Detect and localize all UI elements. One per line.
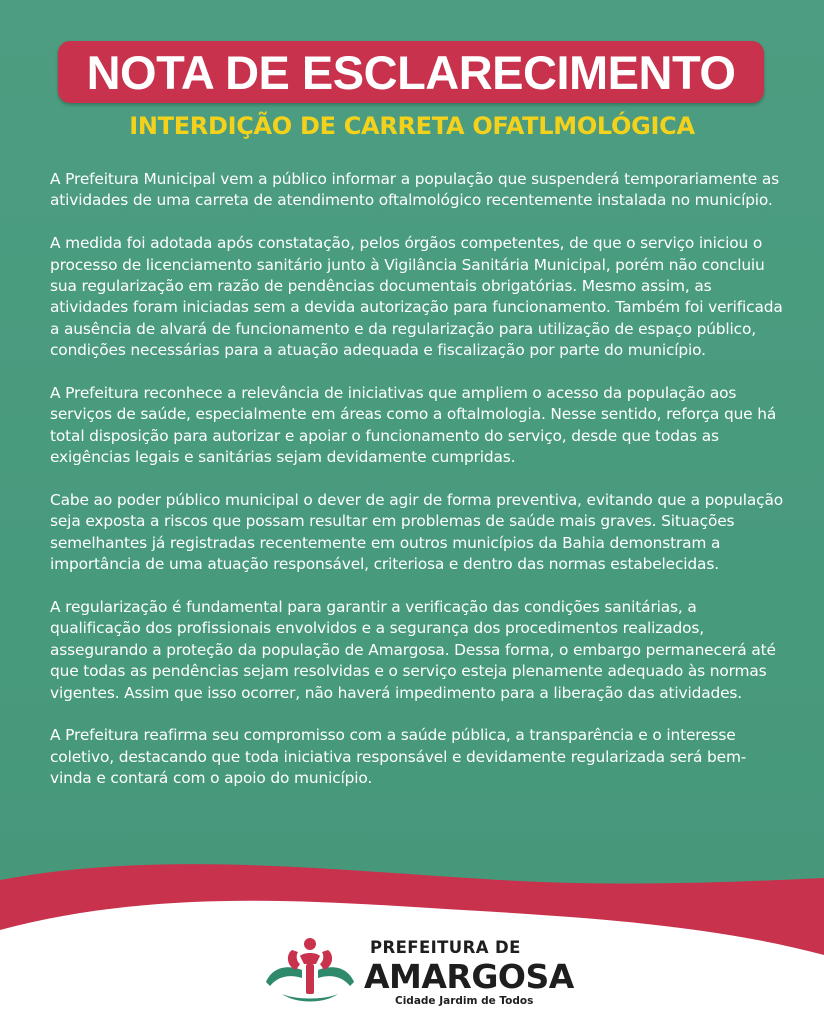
paragraph-5: A regularização é fundamental para garantir a verificação das condições sanitárias, a qualificação dos profissionais envolvidos e a segurança dos procedimentos realizados, assegurando a proteção da população de Amargosa. Dessa forma, o embargo permanecerá até que todas as pendências sejam resolvidas e o serviço esteja plenamente adequado às normas vigentes. Assim que isso ocorrer, não haverá impedimento para a liberação das atividades. bbox=[50, 598, 776, 702]
page-subtitle: INTERDIÇÃO DE CARRETA OFATLMOLÓGICA bbox=[129, 112, 695, 140]
title-banner bbox=[58, 41, 764, 103]
paragraph-6: A Prefeitura reafirma seu compromisso com a saúde pública, a transparência e o interesse coletivo, destacando que toda iniciativa responsável e devidamente regularizada será bem-vinda e contará com o apoio do município. bbox=[50, 726, 747, 788]
logo-amargosa-label: AMARGOSA bbox=[364, 957, 574, 996]
page-title: NOTA DE ESCLARECIMENTO bbox=[86, 45, 736, 99]
logo-tagline: Cidade Jardim de Todos bbox=[395, 995, 534, 1007]
paragraph-1: A Prefeitura Municipal vem a público informar a população que suspenderá temporariamente as atividades de uma carreta de atendimento oftalmológico recentemente instalada no município. bbox=[50, 170, 780, 210]
amargosa-logo-icon bbox=[262, 934, 358, 1006]
paragraph-3: A Prefeitura reconhece a relevância de iniciativas que ampliem o acesso da população aos serviços de saúde, especialmente em áreas como a oftalmologia. Nesse sentido, reforça que há total disposição para autorizar e apoiar o funcionamento do serviço, desde que todas as exigências legais e sanitárias sejam devidamente cumpridas. bbox=[50, 384, 777, 467]
notice-body bbox=[50, 169, 785, 811]
logo-prefeitura-label: PREFEITURA DE bbox=[370, 938, 521, 957]
footer-logo bbox=[262, 930, 572, 1010]
paragraph-4: Cabe ao poder público municipal o dever de agir de forma preventiva, evitando que a população seja exposta a riscos que possam resultar em problemas de saúde mais graves. Situações semelhantes já registradas recentemente em outros municípios da Bahia demonstram a importância de uma atuação responsável, criteriosa e dentro das normas estabelecidas. bbox=[50, 491, 784, 574]
paragraph-2: A medida foi adotada após constatação, pelos órgãos competentes, de que o serviço iniciou o processo de licenciamento sanitário junto à Vigilância Sanitária Municipal, porém não concluiu sua regularização em razão de pendências documentais obrigatórias. Mesmo assim, as atividades foram iniciadas sem a devida autorização para funcionamento. Também foi verificada a ausência de alvará de funcionamento e da regularização para utilização de espaço público, condições necessárias para a atuação adequada e fiscalização por parte do município. bbox=[50, 234, 783, 360]
